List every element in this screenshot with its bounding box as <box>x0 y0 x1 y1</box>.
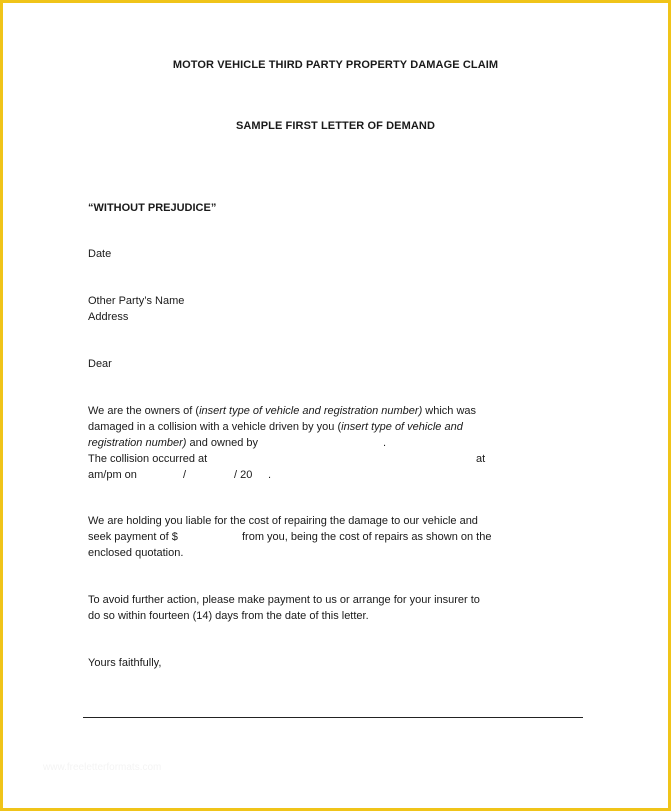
salutation: Dear <box>88 358 112 370</box>
address-label: Address <box>88 311 129 323</box>
p3-line-1: To avoid further action, please make payment to us or arrange for your insurer to <box>88 594 480 606</box>
closing: Yours faithfully, <box>88 657 162 669</box>
p1-line-5: am/pm on / / 20 . <box>88 469 272 481</box>
document-subtitle: SAMPLE FIRST LETTER OF DEMAND <box>235 120 436 132</box>
paragraph-vehicle-details <box>88 403 528 483</box>
p3-line-2: do so within fourteen (14) days from the date of this letter. <box>88 610 369 622</box>
signature-line <box>83 717 583 718</box>
p1-line-2: damaged in a collision with a vehicle driven by you (insert type of vehicle and <box>88 421 463 433</box>
document-title: MOTOR VEHICLE THIRD PARTY PROPERTY DAMAGE CLAIM <box>172 59 499 71</box>
p1-line-1: We are the owners of (insert type of vehicle and registration number) which was <box>88 405 477 417</box>
without-prejudice-heading: “WITHOUT PREJUDICE” <box>88 202 217 214</box>
other-party-name: Other Party’s Name <box>88 295 185 307</box>
p2-line-1: We are holding you liable for the cost of repairing the damage to our vehicle and <box>88 515 478 527</box>
paragraph-liability <box>88 513 528 561</box>
p1-line-3: registration number) and owned by . <box>88 437 387 449</box>
p1-line-4: The collision occurred at at <box>88 453 486 465</box>
watermark: www.freeletterformats.com <box>43 762 162 773</box>
paragraph-payment-request <box>88 592 528 624</box>
date-label: Date <box>88 248 112 260</box>
p2-line-3: enclosed quotation. <box>88 547 184 559</box>
p2-line-2: seek payment of $ from you, being the cost of repairs as shown on the <box>88 531 492 543</box>
